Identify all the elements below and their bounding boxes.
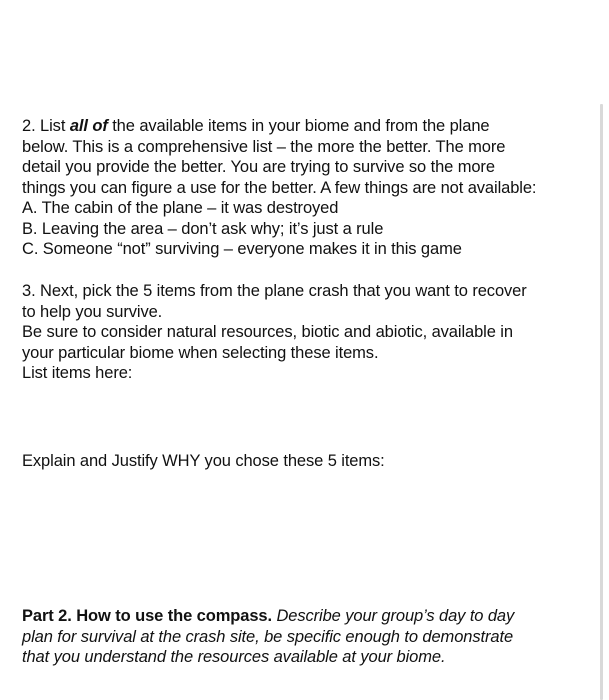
question-2-line-3: detail you provide the better. You are trying to survive so the more [22, 158, 495, 176]
question-2-line-4: things you can figure a use for the better. A few things are not available: [22, 178, 537, 197]
question-2 [22, 116, 602, 260]
exception-item-c: C. Someone “not” surviving – everyone makes it in this game [22, 240, 462, 258]
emphasis-all-of: all of [69, 117, 108, 135]
list-items-label: List items here: [22, 364, 133, 382]
question-3-line-2: to help you survive. [22, 302, 163, 321]
question-2-line-1: 2. List all of the available items in your biome and from the plane [22, 117, 490, 135]
explain-justify-prompt [22, 451, 602, 472]
exception-item-a: A. The cabin of the plane – it was destroyed [22, 199, 339, 217]
explain-justify-text: Explain and Justify WHY you chose these 5 items: [22, 452, 385, 470]
part-2-line-1: Part 2. How to use the compass. Describe your group’s day to day [22, 607, 515, 625]
question-3-line-4: your particular biome when selecting these items. [22, 343, 379, 362]
question-3-line-3: Be sure to consider natural resources, biotic and abiotic, available in [22, 323, 513, 341]
part-2-heading: Part 2. How to use the compass. [22, 607, 272, 625]
vertical-scrollbar[interactable] [600, 104, 603, 700]
exception-item-b: B. Leaving the area – don’t ask why; it’s just a rule [22, 219, 384, 238]
part-2-section [22, 606, 602, 668]
question-2-line-2: below. This is a comprehensive list – the more the better. The more [22, 137, 506, 156]
question-3-line-1: 3. Next, pick the 5 items from the plane crash that you want to recover [22, 282, 527, 300]
question-3 [22, 281, 602, 384]
part-2-line-2: plan for survival at the crash site, be specific enough to demonstrate [22, 627, 514, 646]
part-2-line-3: that you understand the resources available at your biome. [22, 648, 446, 666]
